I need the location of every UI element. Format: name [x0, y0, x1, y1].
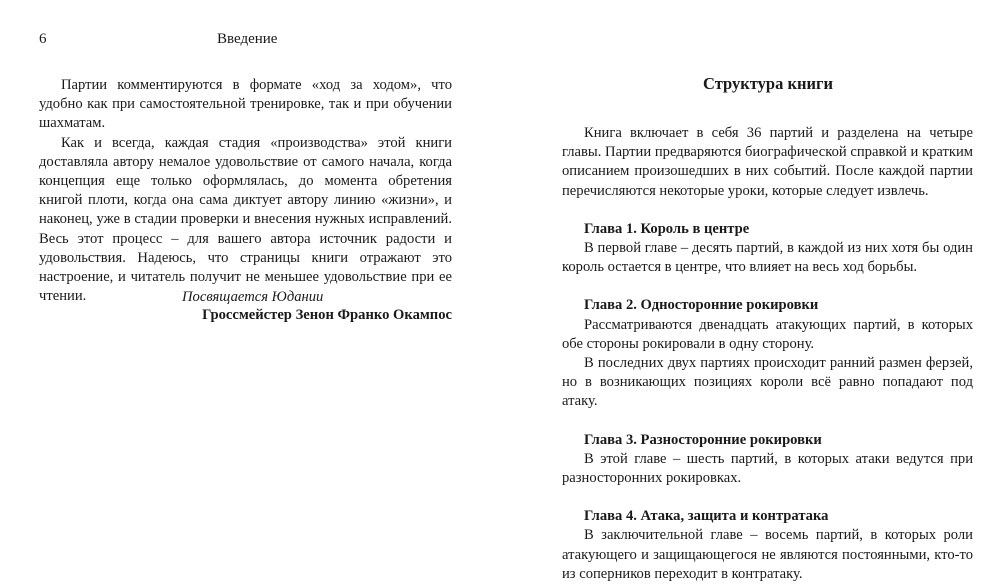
chapter-title: Глава 2. Односторонние рокировки: [584, 297, 819, 314]
chapter-description: Рассматриваются двенадцать атакующих партий, в которых обе стороны рокировали в одну сторону.: [562, 316, 973, 352]
intro-paragraph: Как и всегда, каждая стадия «производства» этой книги доставляла автору немалое удовольствие от самого начала, когда концепция еще только оформлялась, до момента обретения книгой плоти, когда она сама диктует автору линию «жизни», и наконец, уже в стадии проверки и внесения нужных исправлений. Весь этот процесс – для вашего автора источник радости и удовольствия. Надеюсь, что страницы книги отражают это настроение, и читатель получит не меньшее удовольствие при ее чтении.: [39, 134, 452, 305]
running-head-title: Введение: [217, 31, 278, 47]
chapter-description: В заключительной главе – восемь партий, в которых роли атакующего и защищающегося не являются постоянными, кто-то из соперников переходит в контратаку.: [562, 527, 973, 582]
book-structure-text: [562, 124, 973, 584]
intro-paragraph: Партии комментируются в формате «ход за ходом», что удобно как при самостоятельной тренировке, так и при обучении шахматам.: [39, 77, 452, 132]
chapter-title: Глава 1. Король в центре: [584, 220, 750, 237]
running-head-left: [39, 29, 277, 49]
author-signature: Гроссмейстер Зенон Франко Окампос: [202, 307, 452, 324]
chapter-3: [562, 431, 973, 489]
page-number: 6: [39, 31, 47, 47]
structure-intro: Книга включает в себя 36 партий и разделена на четыре главы. Партии предваряются биографической справкой и кратким описанием произошедших в них событий. После каждой партии перечисляются некоторые уроки, которые следует извлечь.: [562, 125, 973, 199]
chapter-description: В этой главе – шесть партий, в которых атаки ведутся при разносторонних рокировках.: [562, 450, 973, 487]
chapter-1: [562, 220, 973, 278]
left-page: [0, 0, 500, 527]
chapter-description: В первой главе – десять партий, в каждой из них хотя бы один король остается в центре, что влияет на весь ход борьбы.: [562, 240, 973, 276]
dedication: Посвящается Юдании: [182, 289, 324, 305]
chapter-2: [562, 296, 973, 411]
right-page: [500, 0, 1000, 582]
chapter-description: В последних двух партиях происходит ранний размен ферзей, но в возникающих позициях короли всё равно попадают под атаку.: [562, 355, 973, 410]
chapter-title: Глава 3. Разносторонние рокировки: [584, 431, 822, 448]
chapter-title: Глава 4. Атака, защита и контратака: [584, 508, 829, 525]
chapter-4: [562, 507, 973, 584]
section-title: Структура книги: [703, 74, 833, 93]
